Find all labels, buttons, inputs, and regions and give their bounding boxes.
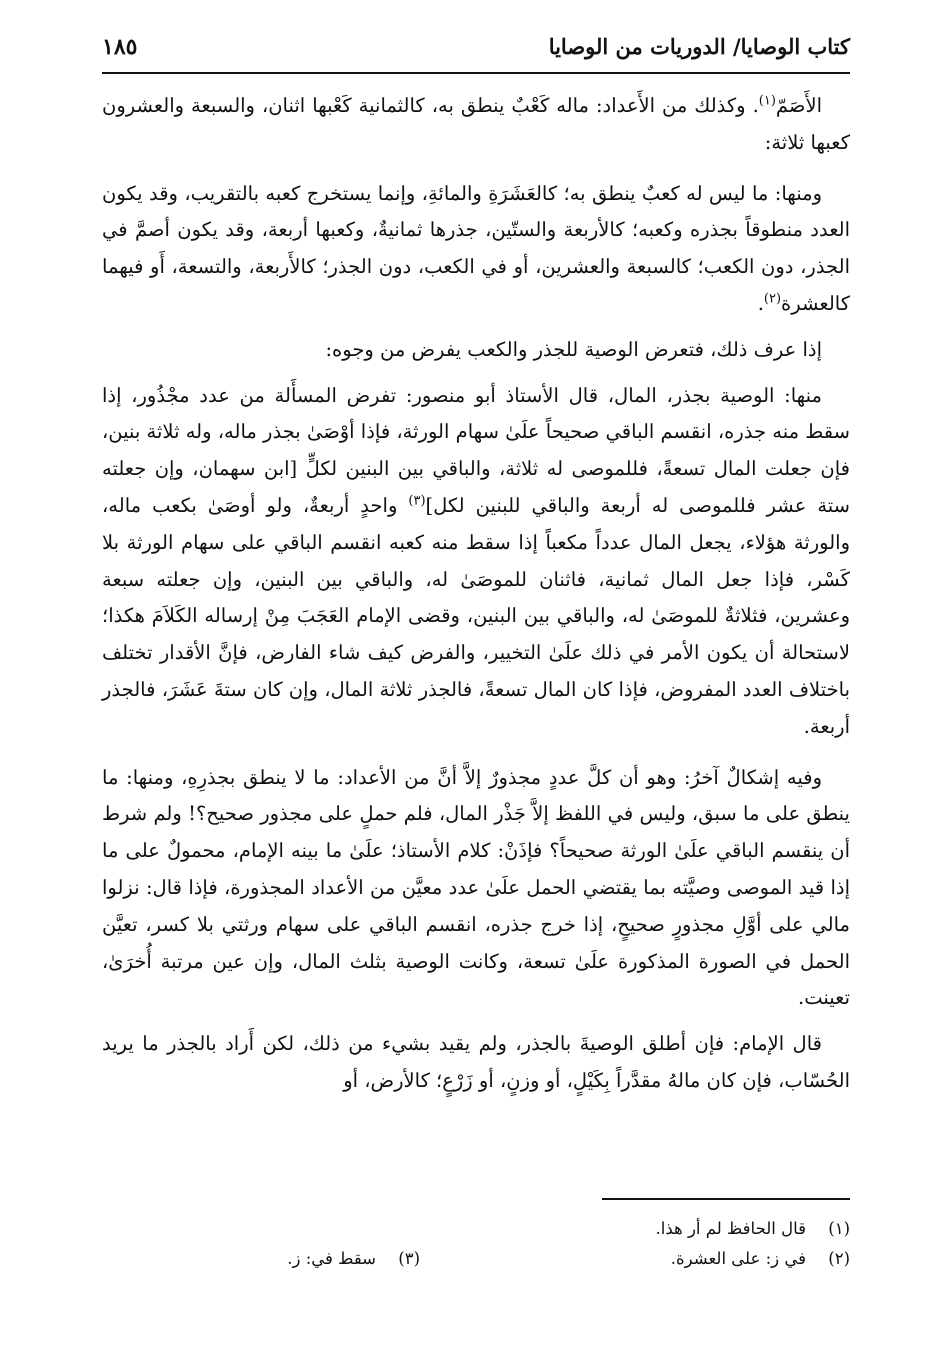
footnote-text: سقط في: ز. — [287, 1249, 376, 1268]
footnote-text: قال الحافظ لم أر هذا. — [655, 1219, 806, 1238]
paragraph-text-continued: . وكذلك من الأَعداد: ماله كَعْبٌ ينطق به، كالثمانية كَعْبها اثنان، والسبعة والعشرون كعبها ثلاثة: — [102, 94, 850, 154]
paragraph-1 — [102, 88, 850, 162]
paragraph-text: الأَصَمّ — [775, 94, 822, 117]
paragraph-5 — [102, 760, 850, 1018]
footnote-text: في ز: على العشرة. — [670, 1249, 806, 1268]
footnote-marker: (١) — [828, 1219, 850, 1238]
footnote-divider — [602, 1198, 850, 1200]
paragraph-text: منها: الوصية بجذر، المال، قال الأستاذ أبو منصور: تفرض المسأَلة من عدد مجْذُور، إذا سقط منه جذره، انقسم الباقي صحيحاً علَىٰ سهام الورثة، فإذا أوْصَىٰ بجذر ماله، وله ثلاثة بنين، فإن جعلت المال تسعةً، فللموصى له ثلاثة، والباقي بين البنين لكلٍّ [ابن سهمان، وإن جعلته ستة عشر فللموصى له أربعة والباقي للبنين لكل] — [102, 383, 850, 517]
paragraph-text: ومنها: ما ليس له كعبٌ ينطق به؛ كالعَشَرَةِ والمائةِ، وإنما يستخرج كعبه بالتقريب، وقد يكون العدد منطوقاً بجذره وكعبه؛ كالأربعة والستّين، جذرها ثمانيةٌ، وكعبها أربعة، وقد يكون أصمَّ في الجذر، دون الكعب؛ كالسبعة والعشرين، أو في الكعب، دون الجذر؛ كالأَربعة، والتسعة، أَو فيهما كالعشرة — [102, 181, 850, 315]
paragraph-3 — [102, 332, 850, 369]
paragraph-4 — [102, 378, 850, 746]
footnote-marker: (٢) — [828, 1249, 850, 1268]
paragraph-6 — [102, 1026, 850, 1100]
footnote-row — [102, 1214, 850, 1244]
paragraph-text-continued: . — [757, 291, 764, 315]
main-text — [102, 88, 850, 1109]
running-title: كتاب الوصايا/ الدوريات من الوصايا — [548, 34, 850, 59]
footnote-inline — [102, 1244, 420, 1274]
footnote-reference-2: (٢) — [763, 291, 782, 307]
page-number: ١٨٥ — [102, 34, 138, 60]
paragraph-text: إذا عرف ذلك، فتعرض الوصية للجذر والكعب يفرض من وجوه: — [325, 337, 822, 361]
page-header — [102, 30, 850, 74]
paragraph-text: قال الإمام: فإن أطلق الوصيةَ بالجذر، ولم يقيد بشيء من ذلك، لكن أَراد بالجذر ما يريد الحُسّاب، فإن كان مالهُ مقدَّراً بِكَيْلٍ، أو وزنٍ، أو زَرْعٍ؛ كالأرض، أو — [102, 1032, 850, 1092]
paragraph-text-continued: واحدٍ أربعةٌ، ولو أوصَىٰ بكعب ماله، والورثة هؤلاء، يجعل المال عدداً مكعباً إذا سقط منه كعبه انقسم الباقي على سهام الورثة بلا كَسْر، فإذا جعل المال ثمانية، فاثنان للموصَىٰ له، والباقي بين البنين، وإن جعلته سبعة وعشرين، فثلاثةٌ للموصَىٰ له، والباقي بين البنين، وقضى الإمام العَجَبَ مِنْ إرساله الكَلاَمَ هكذا؛ لاستحالة أن يكون الأمر في ذلك علَىٰ التخيير، والفرض كيف شاء الفارض، فإنَّ الأقدار تختلف باختلاف العدد المفروض، فإذا كان المال تسعةً، فالجذر ثلاثة المال، وإن كان ستةَ عَشَرَ، فالجذر أربعة. — [102, 493, 850, 738]
paragraph-text: وفيه إشكالٌ آخرُ: وهو أن كلَّ عددٍ مجذورٌ إلاَّ أنَّ من الأعداد: ما لا ينطق بجذرِهِ، ومنها: ما ينطق على ما سبق، وليس في اللفظ إلاَّ جَذْر المال، فلم حملٍ على مجذور صحيح؟! ولم شرط أن ينقسم الباقي علَىٰ الورثة صحيحاً؟ فإذَنْ: كلام الأستاذ؛ علَىٰ ما بينه الإمام، محمولٌ على ما إذا قيد الموصى وصيَّته بما يقتضي الحمل علَىٰ عدد معيَّن من الأعداد المجذورة، فإذا قال: نزلوا مالي على أوَّلِ مجذورٍ صحيحٍ، إذا خرج جذره، انقسم الباقي على سهام ورثتي بلا كسر، تعيَّن الحمل في الصورة المذكورة علَىٰ تسعة، وكانت الوصية بثلث المال، وإن عين مرتبة أُخرَىٰ، تعينت. — [102, 765, 850, 1010]
footnote-marker: (٣) — [398, 1249, 420, 1268]
footnotes — [102, 1214, 850, 1274]
footnote-reference-1: (١) — [758, 93, 776, 109]
footnote-row — [102, 1244, 850, 1274]
paragraph-2 — [102, 176, 850, 323]
footnote-reference-3: (٣) — [408, 493, 426, 509]
